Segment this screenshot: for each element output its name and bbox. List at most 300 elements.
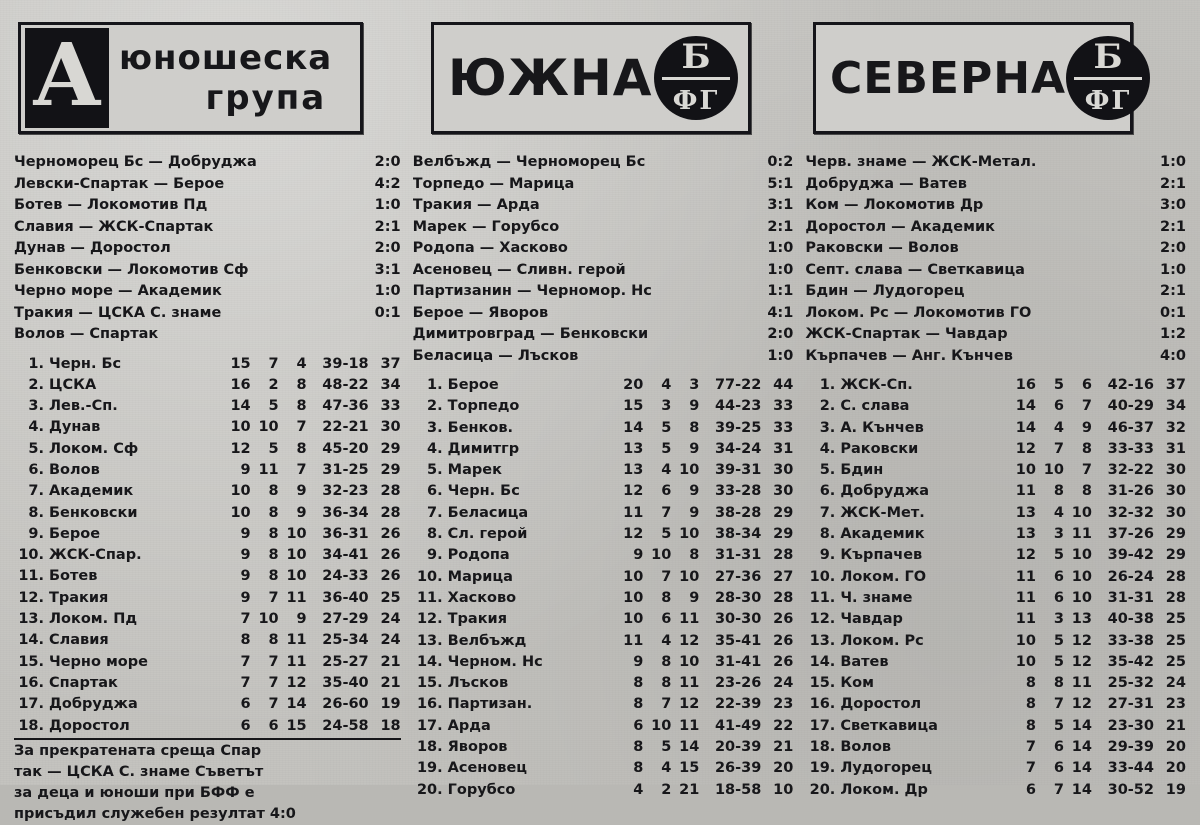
standing-goals: 23-26 bbox=[714, 675, 762, 692]
standing-wins: 11 bbox=[623, 504, 644, 521]
standing-draws: 5 bbox=[1053, 653, 1064, 670]
standing-team: Волов bbox=[840, 739, 892, 756]
standing-team: Дунав bbox=[49, 419, 101, 436]
standing-goals: 27-29 bbox=[322, 611, 369, 628]
standing-position: 18. bbox=[416, 739, 443, 756]
standing-team: А. Кънчев bbox=[840, 419, 924, 436]
standing-position: 3. bbox=[28, 398, 44, 415]
standing-position: 8. bbox=[819, 526, 836, 543]
standing-wins: 10 bbox=[230, 483, 251, 500]
standing-points: 33 bbox=[380, 398, 401, 415]
standing-points: 10 bbox=[773, 781, 794, 798]
result-row bbox=[805, 260, 1186, 282]
standing-goals: 31-41 bbox=[714, 653, 762, 670]
standing-points: 24 bbox=[773, 675, 794, 692]
standing-draws: 8 bbox=[268, 504, 279, 521]
standing-draws: 8 bbox=[661, 589, 672, 606]
standing-position: 5. bbox=[819, 462, 836, 479]
standing-team: Бдин bbox=[840, 462, 884, 479]
standing-draws: 4 bbox=[1053, 419, 1064, 436]
table-row bbox=[14, 375, 401, 396]
table-row bbox=[14, 652, 401, 673]
standing-team: Ч. знаме bbox=[840, 589, 913, 606]
standing-goals: 36-31 bbox=[322, 525, 369, 542]
standing-points: 29 bbox=[773, 504, 794, 521]
banner-north-title: СЕВЕРНА bbox=[830, 52, 1067, 104]
results-list bbox=[14, 152, 401, 346]
result-row bbox=[14, 152, 401, 174]
bfs-logo-top-letter: Б bbox=[1093, 37, 1123, 77]
standing-draws: 7 bbox=[268, 589, 279, 606]
standing-losses: 21 bbox=[679, 781, 700, 798]
result-match: Родопа — Хасково bbox=[412, 240, 568, 256]
table-row bbox=[14, 524, 401, 545]
standing-team: Беласица bbox=[447, 504, 529, 521]
standing-goals: 29-39 bbox=[1107, 739, 1154, 756]
standing-goals: 42-16 bbox=[1107, 377, 1154, 393]
standing-losses: 9 bbox=[689, 483, 700, 500]
standing-position: 10. bbox=[18, 547, 44, 564]
table-row bbox=[14, 588, 401, 609]
standing-losses: 7 bbox=[296, 461, 307, 478]
banner-a-word-group: група bbox=[205, 78, 327, 118]
standing-goals: 39-31 bbox=[714, 462, 762, 479]
standing-points: 28 bbox=[380, 483, 401, 500]
standing-team: Локом. Рс bbox=[840, 632, 924, 649]
standing-wins: 12 bbox=[1015, 547, 1036, 564]
standing-points: 20 bbox=[1165, 760, 1186, 777]
result-match: Доростол — Академик bbox=[805, 218, 995, 235]
standing-losses: 11 bbox=[1071, 675, 1092, 692]
result-score: 1:0 bbox=[1160, 261, 1186, 278]
standing-wins: 15 bbox=[623, 398, 644, 415]
standing-team: Лъсков bbox=[447, 675, 509, 692]
standing-team: Локом. Др bbox=[840, 781, 928, 798]
result-score: 0:1 bbox=[374, 304, 401, 321]
letter-a-logo: А bbox=[25, 28, 109, 128]
standing-draws: 8 bbox=[268, 547, 279, 564]
standing-team: Черном. Нс bbox=[447, 653, 543, 670]
standing-goals: 33-38 bbox=[1107, 632, 1154, 649]
standing-position: 13. bbox=[18, 611, 44, 628]
standing-goals: 20-39 bbox=[714, 739, 762, 756]
footnote-line: За прекратената среща Спар bbox=[14, 742, 262, 759]
standing-goals: 25-34 bbox=[322, 632, 369, 649]
result-row bbox=[805, 174, 1186, 196]
standing-wins: 14 bbox=[1015, 398, 1036, 415]
standing-points: 21 bbox=[380, 674, 401, 691]
standing-wins: 10 bbox=[623, 589, 644, 606]
standing-position: 1. bbox=[427, 377, 443, 393]
standing-wins: 7 bbox=[1025, 739, 1036, 756]
standing-losses: 11 bbox=[679, 717, 700, 734]
standing-team: Добруджа bbox=[840, 483, 930, 500]
footnote bbox=[413, 802, 794, 803]
standing-goals: 35-40 bbox=[322, 674, 369, 691]
standing-wins: 10 bbox=[1015, 653, 1036, 670]
standing-wins: 7 bbox=[1025, 760, 1036, 777]
banner-a-words bbox=[119, 38, 333, 118]
standing-position: 4. bbox=[427, 440, 443, 457]
standing-wins: 15 bbox=[230, 355, 251, 372]
standing-team: Бенков. bbox=[447, 419, 514, 436]
banner-a-youth-group bbox=[18, 22, 363, 134]
result-score: 2:0 bbox=[1160, 240, 1186, 256]
result-match: Черно море — Академик bbox=[14, 283, 222, 299]
standing-wins: 11 bbox=[1015, 611, 1036, 628]
standing-draws: 4 bbox=[1053, 504, 1064, 521]
standing-position: 7. bbox=[819, 504, 836, 521]
standing-position: 19. bbox=[809, 760, 836, 777]
result-row bbox=[413, 152, 794, 174]
standing-position: 4. bbox=[28, 419, 44, 436]
table-row bbox=[413, 524, 794, 545]
standing-goals: 32-32 bbox=[1107, 504, 1154, 521]
standing-points: 24 bbox=[1165, 675, 1186, 692]
standing-goals: 34-24 bbox=[714, 440, 762, 457]
standing-draws: 10 bbox=[1043, 462, 1064, 479]
standing-goals: 35-41 bbox=[714, 632, 762, 649]
table-row bbox=[413, 631, 794, 652]
standing-goals: 30-52 bbox=[1107, 781, 1154, 798]
standing-wins: 13 bbox=[623, 440, 644, 457]
standing-goals: 38-34 bbox=[714, 526, 762, 543]
result-match: Дунав — Доростол bbox=[14, 240, 171, 256]
standing-losses: 15 bbox=[286, 717, 307, 734]
table-row bbox=[805, 737, 1186, 758]
standing-goals: 32-23 bbox=[322, 483, 369, 500]
banner-row bbox=[0, 0, 1200, 142]
table-row bbox=[805, 481, 1186, 502]
result-score: 1:2 bbox=[1160, 326, 1186, 342]
standing-wins: 8 bbox=[1025, 717, 1036, 734]
standing-draws: 5 bbox=[661, 419, 672, 436]
standing-position: 3. bbox=[819, 419, 836, 436]
table-row bbox=[805, 652, 1186, 673]
standing-losses: 9 bbox=[689, 440, 700, 457]
footnote-line: так — ЦСКА С. знаме Съветът bbox=[14, 763, 264, 780]
result-score: 0:2 bbox=[767, 154, 794, 170]
standing-points: 30 bbox=[380, 419, 401, 436]
result-score: 2:0 bbox=[374, 240, 401, 256]
table-row bbox=[805, 396, 1186, 417]
standing-draws: 8 bbox=[268, 568, 279, 585]
table-row bbox=[14, 716, 401, 737]
result-match: Торпедо — Марица bbox=[412, 175, 575, 192]
standing-losses: 9 bbox=[296, 483, 307, 500]
banner-south-title: ЮЖНА bbox=[448, 49, 653, 107]
standing-goals: 77-22 bbox=[714, 377, 762, 393]
result-score: 4:1 bbox=[767, 304, 794, 321]
result-score: 1:1 bbox=[767, 283, 794, 299]
standing-wins: 6 bbox=[240, 696, 251, 713]
standing-position: 14. bbox=[18, 632, 44, 649]
result-row bbox=[805, 303, 1186, 325]
column-north-group bbox=[799, 152, 1192, 825]
footnote-line: присъдил служебен резултат 4:0 bbox=[14, 805, 296, 822]
standing-losses: 10 bbox=[1071, 568, 1092, 585]
standing-position: 9. bbox=[28, 525, 44, 542]
standing-team: Академик bbox=[840, 526, 925, 543]
standing-draws: 7 bbox=[1053, 781, 1064, 798]
result-match: Тракия — ЦСКА С. знаме bbox=[14, 304, 222, 321]
standing-draws: 6 bbox=[1053, 589, 1064, 606]
table-row bbox=[805, 524, 1186, 545]
result-row bbox=[14, 217, 401, 239]
standing-wins: 8 bbox=[633, 696, 644, 713]
result-match: Тракия — Арда bbox=[412, 197, 540, 213]
result-match: Партизанин — Черномор. Нс bbox=[412, 283, 652, 299]
standing-draws: 11 bbox=[258, 461, 279, 478]
standing-team: Горубсо bbox=[447, 781, 516, 798]
standing-draws: 6 bbox=[1053, 398, 1064, 415]
result-row bbox=[805, 217, 1186, 239]
standing-points: 27 bbox=[773, 568, 794, 585]
standing-points: 29 bbox=[1165, 547, 1186, 564]
standing-position: 2. bbox=[28, 376, 44, 393]
standing-wins: 12 bbox=[623, 526, 644, 543]
standing-wins: 4 bbox=[633, 781, 644, 798]
standing-losses: 10 bbox=[286, 568, 307, 585]
table-row bbox=[805, 758, 1186, 779]
standing-points: 24 bbox=[380, 632, 401, 649]
standing-points: 23 bbox=[1165, 696, 1186, 713]
standing-draws: 5 bbox=[661, 440, 672, 457]
result-match: Раковски — Волов bbox=[805, 240, 959, 256]
standing-goals: 31-31 bbox=[1107, 589, 1154, 606]
standing-points: 37 bbox=[380, 355, 401, 372]
standing-losses: 13 bbox=[1071, 611, 1092, 628]
standing-wins: 20 bbox=[623, 377, 644, 393]
standing-losses: 11 bbox=[286, 632, 307, 649]
standing-position: 2. bbox=[819, 398, 836, 415]
standing-wins: 14 bbox=[1015, 419, 1036, 436]
standing-points: 21 bbox=[773, 739, 794, 756]
standing-goals: 31-26 bbox=[1107, 483, 1154, 500]
standing-points: 28 bbox=[773, 589, 794, 606]
result-row bbox=[14, 195, 401, 217]
standing-goals: 25-32 bbox=[1107, 675, 1154, 692]
standing-team: Торпедо bbox=[447, 398, 520, 415]
standing-goals: 32-22 bbox=[1107, 462, 1154, 479]
standings-table bbox=[14, 354, 401, 737]
result-match: Септ. слава — Светкавица bbox=[805, 261, 1025, 278]
standing-wins: 11 bbox=[623, 632, 644, 649]
standing-position: 10. bbox=[416, 568, 443, 585]
standing-losses: 10 bbox=[679, 653, 700, 670]
standing-position: 7. bbox=[427, 504, 443, 521]
standing-team: Ботев bbox=[49, 568, 98, 585]
result-score: 2:1 bbox=[767, 218, 794, 235]
table-row bbox=[805, 439, 1186, 460]
standing-wins: 7 bbox=[240, 674, 251, 691]
result-score: 5:1 bbox=[767, 175, 794, 192]
result-row bbox=[805, 238, 1186, 260]
standing-goals: 41-49 bbox=[714, 717, 762, 734]
table-row bbox=[805, 780, 1186, 801]
standing-losses: 8 bbox=[1081, 483, 1092, 500]
standing-team: Тракия bbox=[447, 611, 508, 628]
result-row bbox=[14, 303, 401, 325]
standing-wins: 8 bbox=[240, 632, 251, 649]
standing-points: 29 bbox=[1165, 526, 1186, 543]
standing-goals: 39-42 bbox=[1107, 547, 1154, 564]
table-row bbox=[805, 588, 1186, 609]
result-row bbox=[413, 281, 794, 303]
standing-position: 14. bbox=[809, 653, 836, 670]
standing-losses: 8 bbox=[296, 440, 307, 457]
standing-points: 25 bbox=[1165, 653, 1186, 670]
table-row bbox=[805, 673, 1186, 694]
standing-losses: 14 bbox=[679, 739, 700, 756]
standing-draws: 3 bbox=[1053, 611, 1064, 628]
standing-points: 21 bbox=[380, 653, 401, 670]
standing-position: 6. bbox=[819, 483, 836, 500]
standing-team: Бенковски bbox=[49, 504, 138, 521]
standing-draws: 8 bbox=[268, 483, 279, 500]
result-score: 1:0 bbox=[767, 240, 794, 256]
standing-points: 33 bbox=[773, 398, 794, 415]
standing-team: Арда bbox=[447, 717, 491, 734]
standing-losses: 12 bbox=[1071, 696, 1092, 713]
table-row bbox=[413, 567, 794, 588]
standing-goals: 35-42 bbox=[1107, 653, 1154, 670]
standing-draws: 5 bbox=[661, 526, 672, 543]
standing-team: Хасково bbox=[447, 589, 517, 606]
standing-wins: 9 bbox=[240, 547, 251, 564]
standing-draws: 8 bbox=[1053, 675, 1064, 692]
standing-wins: 10 bbox=[230, 504, 251, 521]
standing-team: Черно море bbox=[49, 653, 148, 670]
result-match: Димитровград — Бенковски bbox=[412, 326, 649, 342]
standing-draws: 7 bbox=[268, 674, 279, 691]
standing-team: Тракия bbox=[49, 589, 109, 606]
standing-draws: 6 bbox=[268, 717, 279, 734]
standing-team: Марица bbox=[447, 568, 513, 585]
standing-goals: 40-38 bbox=[1107, 611, 1154, 628]
standing-points: 28 bbox=[1165, 589, 1186, 606]
table-row bbox=[413, 588, 794, 609]
result-match: Волов — Спартак bbox=[14, 326, 159, 342]
table-row bbox=[413, 737, 794, 758]
table-row bbox=[14, 481, 401, 502]
standing-draws: 8 bbox=[661, 675, 672, 692]
standing-draws: 3 bbox=[1053, 526, 1064, 543]
standing-position: 11. bbox=[18, 568, 44, 585]
result-score: 2:0 bbox=[767, 326, 794, 342]
standing-wins: 10 bbox=[1015, 462, 1036, 479]
standing-draws: 7 bbox=[661, 696, 672, 713]
standing-points: 18 bbox=[380, 717, 401, 734]
standing-team: ЖСК-Сп. bbox=[840, 377, 913, 393]
standing-position: 12. bbox=[18, 589, 44, 606]
standing-points: 20 bbox=[773, 760, 794, 777]
result-match: Черв. знаме — ЖСК-Метал. bbox=[805, 154, 1037, 170]
standing-goals: 27-31 bbox=[1107, 696, 1154, 713]
result-row bbox=[413, 195, 794, 217]
standing-draws: 5 bbox=[1053, 717, 1064, 734]
table-row bbox=[413, 652, 794, 673]
standing-team: С. слава bbox=[840, 398, 910, 415]
result-score: 1:0 bbox=[767, 261, 794, 278]
standing-draws: 6 bbox=[1053, 760, 1064, 777]
standing-team: Сл. герой bbox=[447, 526, 528, 543]
table-row bbox=[14, 354, 401, 375]
standing-team: Добруджа bbox=[49, 696, 138, 713]
standing-team: Родопа bbox=[447, 547, 510, 564]
table-row bbox=[413, 439, 794, 460]
standing-losses: 7 bbox=[296, 419, 307, 436]
table-row bbox=[14, 694, 401, 715]
standing-position: 8. bbox=[427, 526, 443, 543]
standing-draws: 10 bbox=[651, 547, 672, 564]
standing-draws: 8 bbox=[268, 525, 279, 542]
standing-team: Марек bbox=[447, 462, 502, 479]
standing-losses: 9 bbox=[689, 504, 700, 521]
standing-losses: 11 bbox=[679, 675, 700, 692]
result-row bbox=[14, 324, 401, 346]
result-row bbox=[805, 324, 1186, 346]
standing-points: 19 bbox=[380, 696, 401, 713]
table-row bbox=[805, 375, 1186, 396]
standing-points: 28 bbox=[1165, 568, 1186, 585]
standing-position: 13. bbox=[416, 632, 443, 649]
result-match: Берое — Яворов bbox=[412, 304, 549, 321]
standing-draws: 4 bbox=[661, 632, 672, 649]
standing-team: Волов bbox=[49, 461, 100, 478]
standing-wins: 9 bbox=[240, 568, 251, 585]
standing-points: 33 bbox=[773, 419, 794, 436]
result-row bbox=[413, 346, 794, 368]
standing-losses: 10 bbox=[286, 547, 307, 564]
banner-a-word-youth: юношеска bbox=[119, 38, 333, 78]
table-row bbox=[14, 503, 401, 524]
column-a-youth-group bbox=[14, 152, 407, 825]
standing-goals: 24-58 bbox=[322, 717, 369, 734]
standing-wins: 6 bbox=[1025, 781, 1036, 798]
standing-points: 31 bbox=[773, 440, 794, 457]
standing-position: 20. bbox=[809, 781, 836, 798]
table-row bbox=[413, 503, 794, 524]
standing-team: Димитгр bbox=[447, 440, 520, 457]
standing-position: 14. bbox=[416, 653, 443, 670]
standing-draws: 4 bbox=[661, 377, 672, 393]
standing-position: 6. bbox=[427, 483, 443, 500]
standing-draws: 7 bbox=[661, 504, 672, 521]
standing-points: 22 bbox=[773, 717, 794, 734]
standing-goals: 36-40 bbox=[322, 589, 369, 606]
standing-wins: 10 bbox=[623, 611, 644, 628]
standing-goals: 31-31 bbox=[714, 547, 762, 564]
result-score: 1:0 bbox=[1160, 154, 1186, 170]
standing-draws: 7 bbox=[268, 355, 279, 372]
standing-team: Академик bbox=[49, 483, 134, 500]
footnote-line: за деца и юноши при БФФ е bbox=[14, 784, 255, 801]
table-row bbox=[805, 460, 1186, 481]
standing-wins: 13 bbox=[1015, 504, 1036, 521]
standing-goals: 38-28 bbox=[714, 504, 762, 521]
standing-draws: 7 bbox=[268, 696, 279, 713]
standing-team: Доростол bbox=[840, 696, 922, 713]
standing-position: 3. bbox=[427, 419, 443, 436]
standing-goals: 24-33 bbox=[322, 568, 369, 585]
result-row bbox=[805, 152, 1186, 174]
table-row bbox=[413, 460, 794, 481]
standing-points: 34 bbox=[380, 376, 401, 393]
standing-position: 15. bbox=[809, 675, 836, 692]
standing-draws: 5 bbox=[1053, 632, 1064, 649]
table-row bbox=[805, 545, 1186, 566]
